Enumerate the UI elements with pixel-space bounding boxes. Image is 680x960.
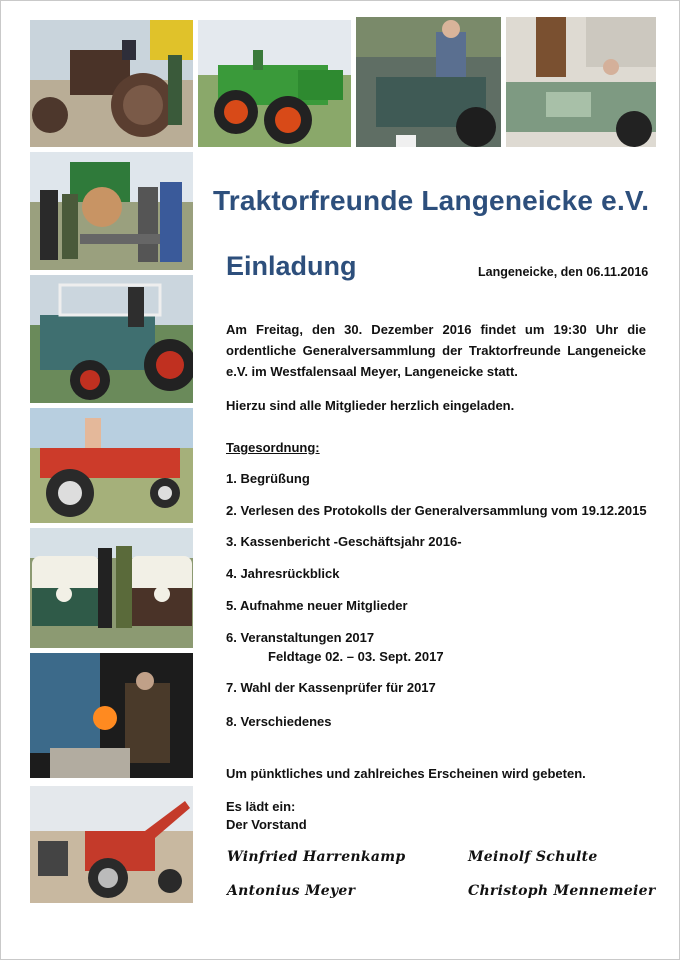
photo-red-tractor-field bbox=[30, 408, 193, 523]
agenda-item: 5. Aufnahme neuer Mitglieder bbox=[226, 598, 408, 613]
signature: Antonius Meyer bbox=[227, 883, 356, 899]
photo-red-tractor-loader bbox=[30, 786, 193, 903]
agenda-item: 7. Wahl der Kassenprüfer für 2017 bbox=[226, 680, 436, 695]
photo-blacksmith-fire bbox=[30, 653, 193, 778]
agenda-item: 6. Veranstaltungen 2017 bbox=[226, 630, 375, 645]
signer-intro bbox=[226, 798, 646, 834]
photo-vw-buses bbox=[30, 528, 193, 648]
agenda-item: 3. Kassenbericht -Geschäftsjahr 2016- bbox=[226, 534, 462, 549]
photo-group-with-log bbox=[30, 152, 193, 270]
org-title: Traktorfreunde Langeneicke e.V. bbox=[213, 185, 650, 216]
agenda-item: 8. Verschiedenes bbox=[226, 714, 332, 729]
document-heading: Einladung bbox=[226, 251, 357, 281]
invite-line: Hierzu sind alle Mitglieder herzlich eingeladen. bbox=[226, 398, 515, 413]
intro-paragraph: Am Freitag, den 30. Dezember 2016 findet um 19:30 Uhr die ordentliche Generalversammlung der Traktorfreunde Langeneicke e.V. im Westfalensaal Meyer, Langeneicke statt. bbox=[226, 322, 646, 379]
signer-line-1: Es lädt ein: bbox=[226, 799, 296, 814]
photo-lanz-bulldog-tractor bbox=[30, 20, 193, 147]
agenda-title: Tagesordnung: bbox=[226, 440, 320, 455]
closing-line: Um pünktliches und zahlreiches Erscheinen wird gebeten. bbox=[226, 766, 586, 781]
signature: Winfried Harrenkamp bbox=[227, 849, 406, 865]
place-date: Langeneicke, den 06.11.2016 bbox=[478, 265, 649, 279]
signer-line-2: Der Vorstand bbox=[226, 817, 307, 832]
agenda-item: 4. Jahresrückblick bbox=[226, 566, 340, 581]
photo-tractor-at-house bbox=[506, 17, 656, 147]
photo-man-on-tractor bbox=[356, 17, 501, 147]
signature: Meinolf Schulte bbox=[468, 849, 598, 865]
agenda-item: 1. Begrüßung bbox=[226, 471, 310, 486]
agenda-item: 2. Verlesen des Protokolls der Generalversammlung vom 19.12.2015 bbox=[226, 503, 647, 518]
agenda-subitem: Feldtage 02. – 03. Sept. 2017 bbox=[268, 649, 444, 664]
photo-green-tractor bbox=[198, 20, 351, 147]
signature: Christoph Mennemeier bbox=[468, 883, 656, 899]
photo-teal-tractor bbox=[30, 275, 193, 403]
